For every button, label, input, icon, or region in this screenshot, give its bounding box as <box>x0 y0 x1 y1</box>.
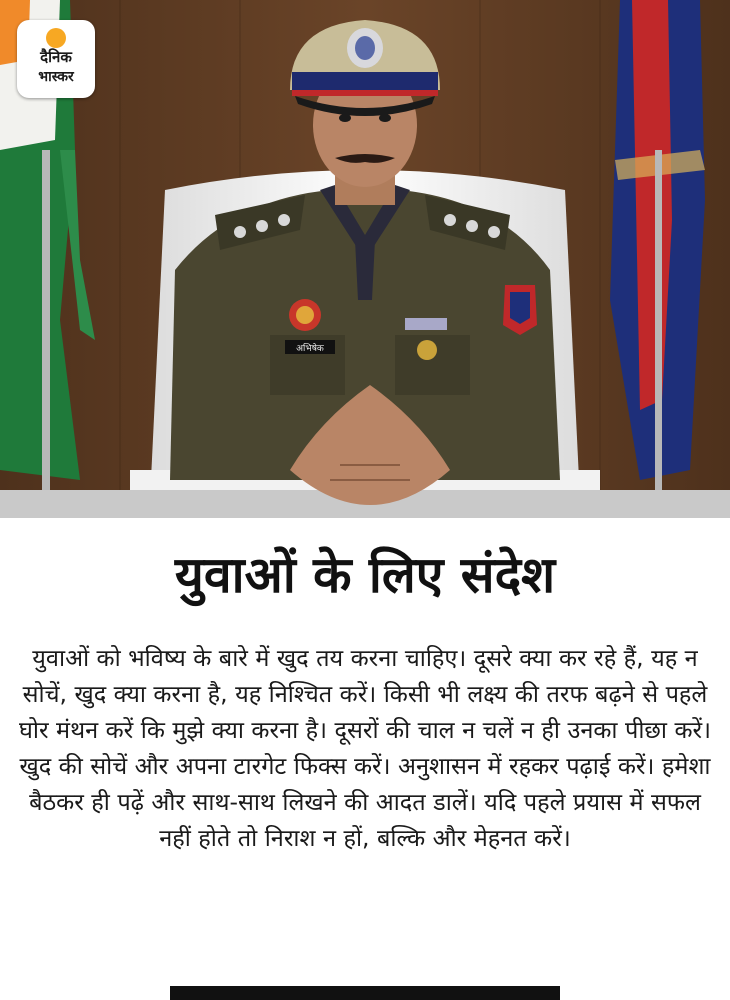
dainik-bhaskar-logo <box>17 20 95 98</box>
sun-icon <box>46 28 66 48</box>
headline: युवाओं के लिए संदेश <box>174 546 556 604</box>
bottom-bar <box>170 986 560 1000</box>
name-badge: अभिषेक <box>296 344 324 354</box>
logo-line-1: दैनिक <box>40 48 72 66</box>
logo-line-2: भास्कर <box>38 69 74 85</box>
message-text: युवाओं को भविष्य के बारे में खुद तय करना चाहिए। दूसरे क्या कर रहे हैं, यह न सोचें, खुद क्या करना है, यह निश्चित करें। किसी भी लक्ष्य की तरफ बढ़ने से पहले घोर मंथन करें कि मुझे क्या करना है। दूसरों की चाल न चलें न ही उनका पीछा करें। खुद की सोचें और अपना टारगेट फिक्स करें। अनुशासन में रहकर पढ़ाई करें। हमेशा बैठकर ही पढ़ें और साथ-साथ लिखने की आदत डालें। यदि पहले प्रयास में सफल नहीं होते तो निराश न हों, बल्कि और मेहनत करें। <box>18 644 712 852</box>
